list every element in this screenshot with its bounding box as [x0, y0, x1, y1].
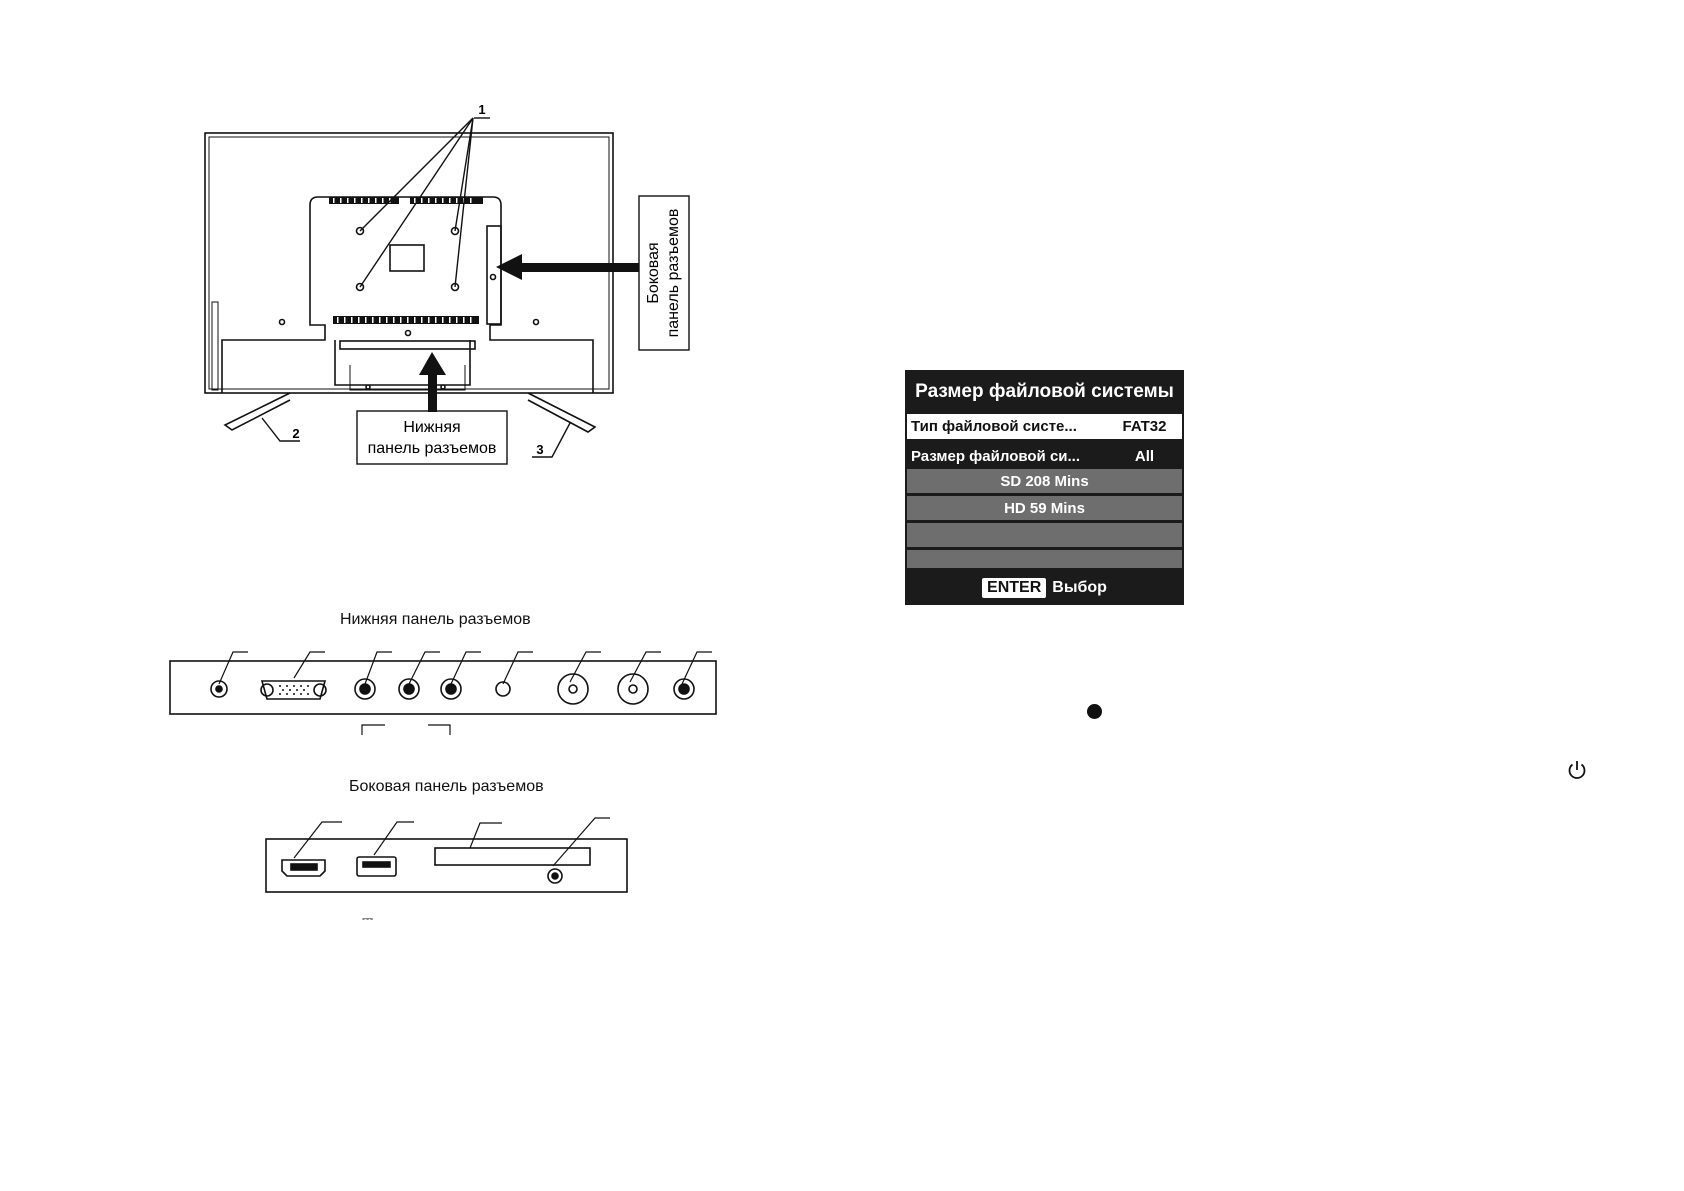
menu-row-label: Размер файловой си... — [911, 448, 1081, 465]
bottom-connector-panel — [160, 645, 730, 735]
callout-2: 2 — [292, 426, 300, 441]
menu-row-file-system-size[interactable] — [907, 444, 1182, 469]
menu-footer — [905, 570, 1184, 605]
side-panel-label-line2: панель разъемов — [665, 208, 682, 338]
menu-row-value: FAT32 — [1122, 418, 1167, 435]
menu-option-sd[interactable]: SD 208 Mins — [907, 469, 1182, 493]
enter-key-badge: ENTER — [982, 578, 1046, 598]
file-system-size-menu — [905, 370, 1184, 605]
menu-row-label: Тип файловой систе... — [911, 418, 1077, 435]
menu-row-file-system-type[interactable] — [907, 414, 1182, 439]
callout-1: 1 — [478, 102, 486, 117]
bottom-panel-label-line1: Нижняя — [403, 419, 461, 436]
menu-option-empty[interactable] — [907, 550, 1182, 568]
side-panel-label-line1: Боковая — [645, 242, 662, 304]
callout-3: 3 — [536, 442, 544, 457]
menu-option-empty[interactable] — [907, 523, 1182, 547]
record-dot-icon — [1087, 704, 1102, 719]
side-panel-title: Боковая панель разъемов — [349, 778, 544, 795]
bottom-panel-label-line2: панель разъемов — [367, 440, 497, 457]
menu-row-value: All — [1134, 448, 1155, 465]
side-connector-panel — [255, 812, 635, 897]
tv-rear-diagram — [180, 95, 700, 470]
dc-symbol: ⎓ — [362, 910, 374, 926]
power-icon — [1566, 759, 1588, 781]
menu-title: Размер файловой системы — [915, 381, 1174, 402]
bottom-panel-title: Нижняя панель разъемов — [340, 611, 531, 628]
menu-option-hd[interactable]: HD 59 Mins — [907, 496, 1182, 520]
footer-label: Выбор — [1052, 578, 1107, 596]
